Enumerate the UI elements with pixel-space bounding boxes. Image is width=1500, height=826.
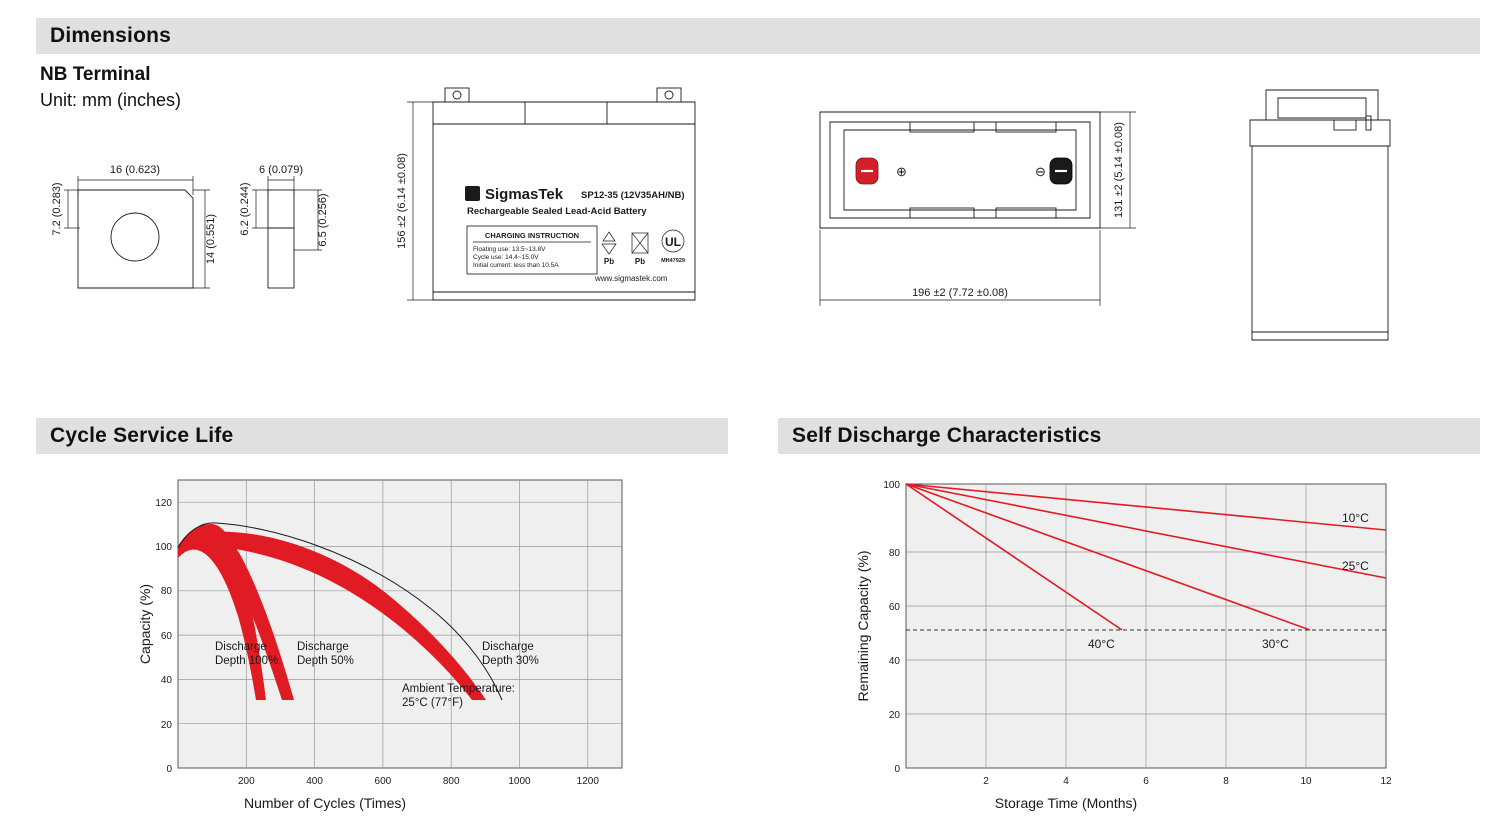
svg-text:40: 40	[160, 675, 172, 686]
recycle-mark-label: Pb	[603, 257, 615, 266]
charging-line-2: Cycle use: 14.4~15.0V	[473, 254, 539, 261]
terminal-thickness-label: 6 (0.079)	[258, 164, 304, 176]
svg-text:60: 60	[160, 631, 172, 642]
svg-text:Σ: Σ	[469, 188, 476, 201]
ul-mark-label: MH47929	[661, 258, 685, 264]
polarity-minus-label: ⊖	[1035, 164, 1046, 179]
self-discharge-chart	[850, 468, 1410, 813]
svg-text:2: 2	[983, 776, 989, 787]
terminal-detail-drawing	[30, 140, 380, 340]
cycle-service-life-chart	[130, 468, 650, 813]
self-x-axis-label: Storage Time (Months)	[994, 795, 1138, 811]
cycle-annot-dd50-line1: Discharge	[297, 641, 349, 653]
battery-brand: SigmasTek	[485, 186, 564, 203]
battery-subtitle: Rechargeable Sealed Lead-Acid Battery	[467, 206, 647, 217]
self-label-10c: 10°C	[1342, 511, 1369, 525]
cycle-annot-ambient-line1: Ambient Temperature:	[402, 683, 515, 695]
svg-text:1000: 1000	[508, 776, 531, 787]
self-label-40c: 40°C	[1088, 637, 1115, 651]
battery-top-view	[800, 100, 1160, 330]
polarity-plus-label: ⊕	[896, 164, 907, 179]
battery-model: SP12-35 (12V35AH/NB)	[581, 190, 685, 201]
section-header-cycle-service-life	[36, 418, 728, 454]
cycle-annot-dd50-line2: Depth 50%	[297, 655, 354, 667]
charging-line-3: Initial current: less than 10.5A	[473, 262, 559, 269]
cycle-annot-dd100-line1: Discharge	[215, 641, 267, 653]
svg-text:80: 80	[888, 548, 900, 559]
svg-text:8: 8	[1223, 776, 1229, 787]
battery-height-front-label: 156 ±2 (6.14 ±0.08)	[396, 153, 408, 249]
self-label-25c: 25°C	[1342, 559, 1369, 573]
charging-line-1: Floating use: 13.5~13.8V	[473, 246, 546, 253]
svg-text:20: 20	[888, 710, 900, 721]
svg-text:80: 80	[160, 586, 172, 597]
svg-text:600: 600	[374, 776, 392, 787]
terminal-width-label: 16 (0.623)	[109, 164, 161, 176]
cycle-annot-dd30-line2: Depth 30%	[482, 655, 539, 667]
svg-text:400: 400	[306, 776, 323, 787]
terminal-right-height-label: 14 (0.551)	[205, 213, 217, 265]
terminal-thickness-right-label: 6.5 (0.256)	[317, 193, 329, 247]
section-title-cycle-service-life: Cycle Service Life	[50, 424, 234, 447]
svg-text:4: 4	[1063, 776, 1069, 787]
ul-icon	[661, 230, 685, 264]
svg-text:6: 6	[1143, 776, 1149, 787]
svg-text:UL: UL	[665, 235, 681, 249]
svg-text:800: 800	[442, 776, 460, 787]
battery-width-side-label: 196 ±2 (7.72 ±0.08)	[912, 287, 1008, 299]
cycle-annot-dd100-line2: Depth 100%	[215, 655, 279, 667]
svg-text:60: 60	[888, 602, 900, 613]
section-title-dimensions: Dimensions	[50, 24, 172, 47]
svg-text:100: 100	[155, 542, 172, 553]
terminal-left-height-label: 7.2 (0.283)	[51, 182, 63, 236]
self-label-30c: 30°C	[1262, 637, 1289, 651]
svg-text:200: 200	[237, 776, 255, 787]
cycle-annot-dd30-line1: Discharge	[482, 641, 534, 653]
charging-instruction-title: CHARGING INSTRUCTION	[484, 231, 580, 240]
svg-text:100: 100	[883, 480, 900, 491]
svg-text:1200: 1200	[576, 776, 599, 787]
recycle-icon	[602, 232, 616, 266]
svg-text:12: 12	[1380, 776, 1392, 787]
svg-text:10: 10	[1300, 776, 1312, 787]
battery-height-side-label: 131 ±2 (5.14 ±0.08)	[1113, 122, 1125, 218]
cycle-annot-ambient-line2: 25°C (77°F)	[402, 697, 463, 709]
unit-label: Unit: mm (inches)	[40, 90, 182, 110]
terminal-thickness-left-label: 6.2 (0.244)	[239, 182, 251, 236]
battery-website: www.sigmastek.com	[595, 274, 668, 283]
battery-brand-group	[465, 186, 685, 217]
no-trash-icon	[632, 233, 648, 266]
self-y-axis-label: Remaining Capacity (%)	[855, 550, 871, 702]
svg-text:0: 0	[166, 764, 172, 775]
cycle-y-axis-label: Capacity (%)	[137, 583, 153, 665]
svg-text:20: 20	[160, 720, 172, 731]
svg-text:120: 120	[155, 498, 172, 509]
section-title-self-discharge: Self Discharge Characteristics	[792, 424, 1102, 447]
no-trash-mark-label: Pb	[634, 257, 646, 266]
section-header-dimensions	[36, 18, 1480, 54]
nb-terminal-heading: NB Terminal	[40, 64, 151, 85]
battery-front-view	[395, 78, 755, 328]
battery-side-view	[1230, 78, 1430, 368]
cycle-x-axis-label: Number of Cycles (Times)	[243, 795, 407, 811]
section-header-self-discharge	[778, 418, 1480, 454]
svg-text:40: 40	[888, 656, 900, 667]
svg-text:0: 0	[894, 764, 900, 775]
